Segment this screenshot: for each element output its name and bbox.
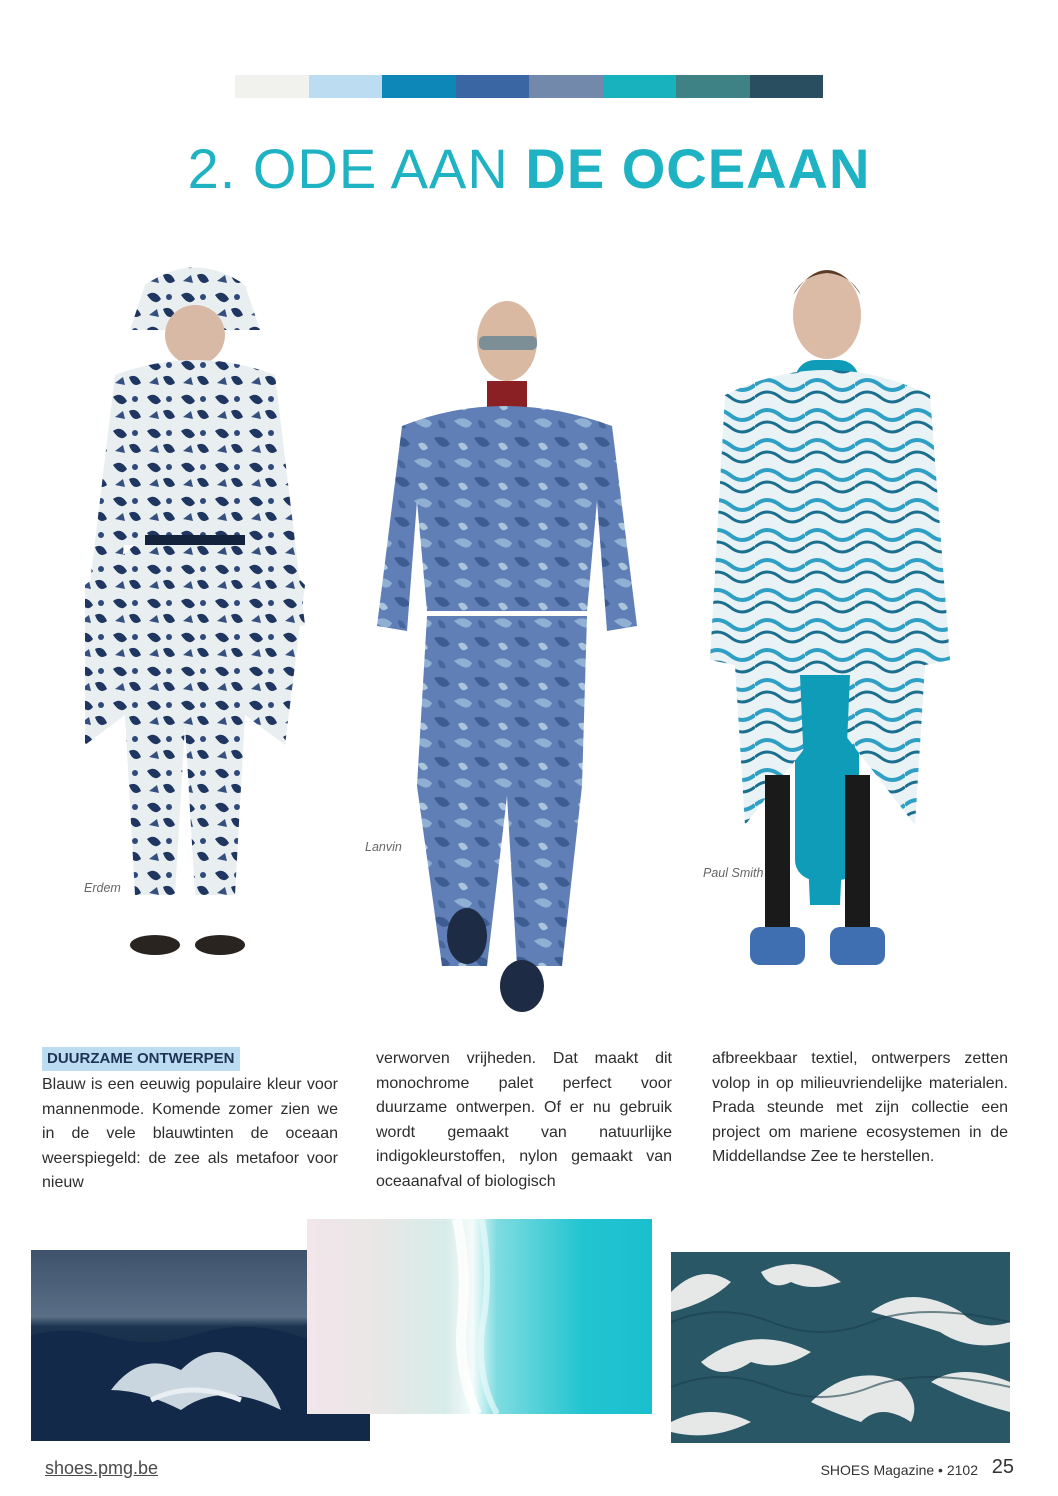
look-paul-smith-image: [705, 255, 950, 970]
title-number: 2. ODE AAN: [187, 137, 509, 200]
caption-paul-smith: Paul Smith: [703, 866, 764, 880]
footer-website-link[interactable]: shoes.pmg.be: [45, 1458, 159, 1478]
photo-beach-aerial: [307, 1219, 652, 1414]
swatch-5: [529, 75, 603, 98]
article-column-1: [42, 1047, 338, 1196]
swatch-1: [235, 75, 309, 98]
look-erdem-image: [75, 255, 315, 965]
swatch-8: [750, 75, 824, 98]
page-number: 25: [991, 1456, 1014, 1478]
title-emphasis: DE OCEAAN: [525, 137, 871, 200]
article-column-3: [712, 1047, 1008, 1170]
article-heading: DUURZAME ONTWERPEN: [42, 1047, 240, 1071]
footer-magazine-issue: SHOES Magazine • 2102: [820, 1462, 978, 1478]
photo-wave-pattern: [671, 1252, 1010, 1443]
swatch-7: [676, 75, 750, 98]
swatch-6: [603, 75, 677, 98]
look-lanvin-image: [372, 296, 642, 1014]
article-text-3: afbreekbaar textiel, ontwerpers zetten volop in op milieuvriendelijke materialen. Prada steunde met zijn collectie een project om mariene ecosystemen in de Middellandse Zee te herstellen.: [712, 1050, 1008, 1165]
swatch-3: [382, 75, 456, 98]
article-text-1: Blauw is een eeuwig populaire kleur voor mannenmode. Komende zomer zien we in de vele blauwtinten de oceaan weerspiegeld: de zee als metafoor voor nieuw: [42, 1076, 338, 1191]
caption-lanvin: Lanvin: [365, 840, 402, 854]
article-text-2: verworven vrijheden. Dat maakt dit monochrome palet perfect voor duurzame ontwerpen. Of er nu gebruik wordt gemaakt van natuurlijke indigokleurstoffen, nylon gemaakt van oceaanafval of biologisch: [376, 1050, 672, 1190]
swatch-2: [309, 75, 383, 98]
caption-erdem: Erdem: [84, 881, 121, 895]
swatch-4: [456, 75, 530, 98]
page-title: [0, 138, 1058, 200]
color-palette-strip: [235, 75, 823, 98]
article-column-2: [376, 1047, 672, 1194]
